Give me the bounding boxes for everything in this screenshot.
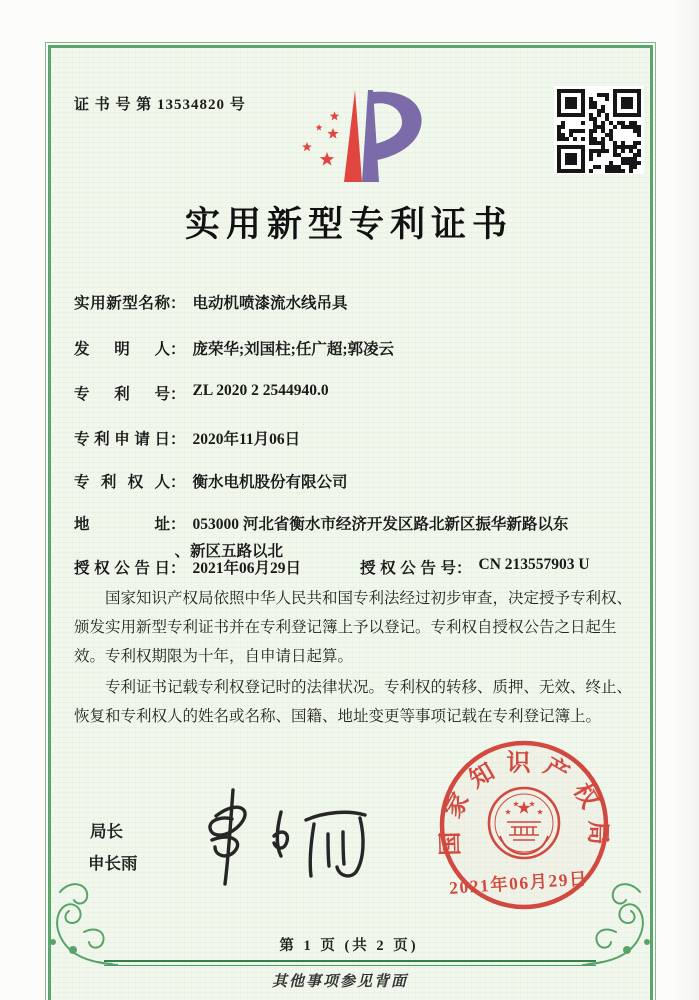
field-row-patent-number <box>74 382 649 404</box>
seal-text: 国家知识产权局 <box>437 750 611 857</box>
legal-text <box>74 584 634 733</box>
field-value: ZL 2020 2 2544940.0 <box>192 382 329 399</box>
address-line-2: 、新区五路以北 <box>174 543 284 560</box>
director-name: 申长雨 <box>88 854 138 873</box>
colon: ： <box>170 295 186 312</box>
field-label: 发明人 <box>74 341 170 358</box>
field-value: 2020年11月06日 <box>192 431 301 448</box>
colon: ： <box>170 474 186 491</box>
field-label: 实用新型名称 <box>74 295 170 312</box>
legal-paragraph-2: 专利证书记载专利权登记时的法律状况。专利权的转移、质押、无效、终止、恢复和专利权人的姓名或名称、国籍、地址变更等事项记载在专利登记簿上。 <box>74 679 633 725</box>
colon: ： <box>456 560 472 577</box>
field-row-patentee <box>74 470 649 492</box>
colon: ： <box>170 341 186 358</box>
handwritten-signature <box>178 786 378 888</box>
field-value: 庞荣华;刘国柱;任广超;郭凌云 <box>192 341 395 358</box>
field-row-grant <box>74 556 649 578</box>
seal-date: 2021年06月29日 <box>448 868 589 898</box>
field-label: 专利权人 <box>74 474 170 491</box>
legal-paragraph-1: 国家知识产权局依照中华人民共和国专利法经过初步审查，决定授予专利权、颁发实用新型专利证书并在专利登记簿上予以登记。专利权自授权公告之日起生效。专利权期限为十年，自申请日起算。 <box>74 590 633 665</box>
colon: ： <box>170 516 186 533</box>
page-number: 第 1 页 (共 2 页) <box>279 938 419 954</box>
field-row-name <box>74 291 649 313</box>
colon: ： <box>170 386 186 403</box>
colon: ： <box>170 431 186 448</box>
field-label: 专利号 <box>74 386 170 403</box>
field-label: 授权公告日 <box>74 560 170 577</box>
corner-flourish-right-icon <box>582 870 660 968</box>
field-value: CN 213557903 U <box>478 556 590 573</box>
field-value: 衡水电机股份有限公司 <box>192 474 348 491</box>
footer-divider <box>104 960 596 966</box>
field-value: 电动机喷漆流水线吊具 <box>192 295 348 312</box>
cnipa-logo-icon <box>282 84 438 196</box>
director-title: 局长 <box>90 822 123 841</box>
field-row-address <box>74 512 649 561</box>
certificate-number: 证 书 号 第 13534820 号 <box>74 97 246 113</box>
colon: ： <box>170 560 186 577</box>
field-row-filing-date <box>74 427 649 449</box>
qr-code <box>554 86 644 174</box>
footer-note: 其他事项参见背面 <box>271 974 408 990</box>
field-value: 2021年06月29日 <box>192 560 302 577</box>
grant-number-pair <box>360 556 590 578</box>
corner-flourish-left-icon <box>40 870 118 968</box>
certificate-title: 实用新型专利证书 <box>184 205 513 244</box>
field-row-inventors <box>74 337 649 359</box>
address-line-1: 053000 河北省衡水市经济开发区路北新区振华新路以东 <box>192 516 569 533</box>
field-label: 专利申请日 <box>74 431 170 448</box>
field-label: 授权公告号 <box>360 560 456 577</box>
field-value <box>174 512 569 561</box>
field-label: 地址 <box>74 516 170 533</box>
